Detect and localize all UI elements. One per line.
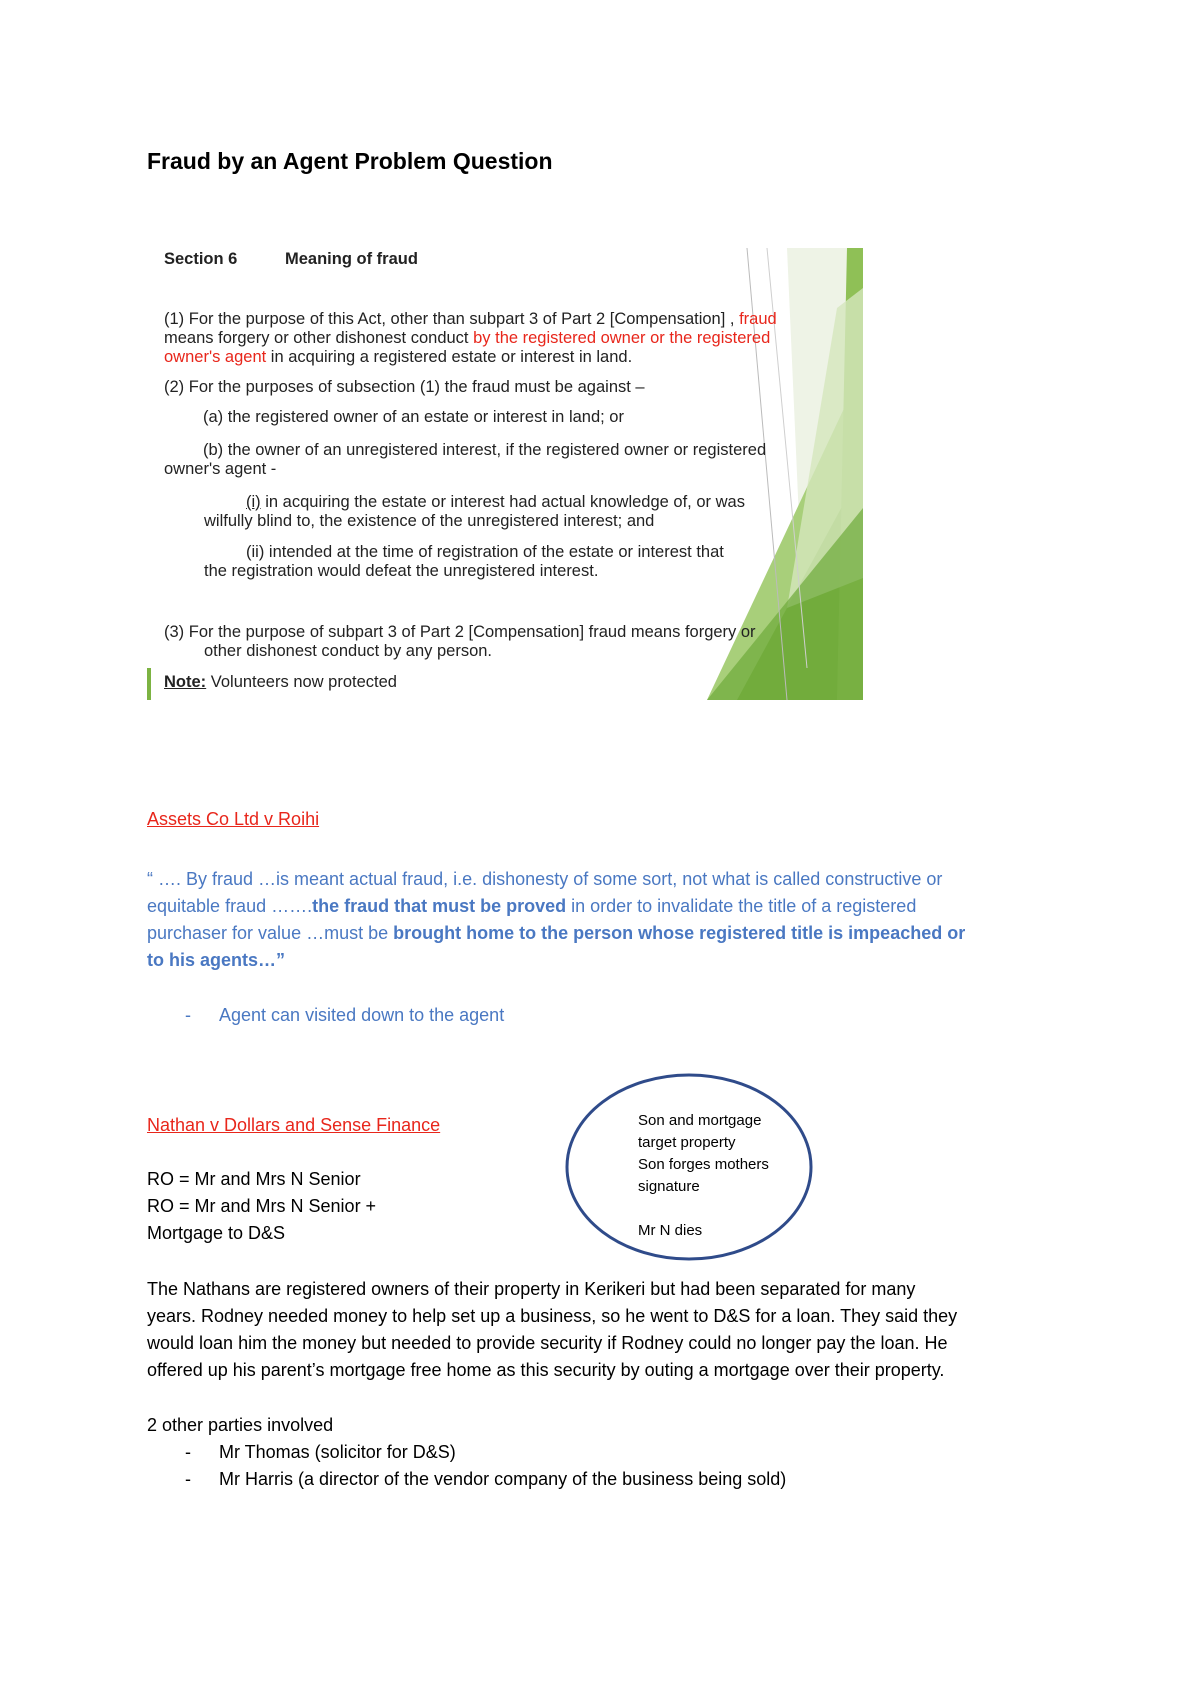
ellipse-note-1: Son and mortgage [638,1112,762,1129]
ellipse-note-3: Son forges mothers [638,1156,769,1173]
document-title: Fraud by an Agent Problem Question [147,148,553,174]
para-line-4: offered up his parent’s mortgage free home as this security by outing a mortgage over their property. [147,1360,945,1380]
quote-line-4: to his agents…” [147,950,286,970]
slide-heading-text: Meaning of fraud [285,250,418,268]
slide-p1-line1: (1) For the purpose of this Act, other than subpart 3 of Part 2 [Compensation] , fraud [164,310,777,328]
quote-line-3: purchaser for value …must be brought home to the person whose registered title is impeached or [147,923,966,943]
slide-p3-line1: (3) For the purpose of subpart 3 of Part 2 [Compensation] fraud means forgery or [164,623,756,641]
slide-p1-line2: means forgery or other dishonest conduct by the registered owner or the registered [164,329,771,347]
bullet-dash: - [185,1005,191,1025]
case-nathan-heading: Nathan v Dollars and Sense Finance [147,1115,441,1135]
party-1-dash: - [185,1442,191,1462]
slide-p2bii-line1: (ii) intended at the time of registration of the estate or interest that [246,543,724,561]
quote-line-1: “ …. By fraud …is meant actual fraud, i.e. dishonesty of some sort, not what is called constructive or [147,869,943,889]
para-line-1: The Nathans are registered owners of their property in Kerikeri but had been separated for many [147,1279,916,1299]
slide-p2bi-line2: wilfully blind to, the existence of the unregistered interest; and [204,512,655,530]
ro-line-1: RO = Mr and Mrs N Senior [147,1169,361,1189]
slide-p1-line3: owner's agent in acquiring a registered estate or interest in land. [164,348,633,366]
slide-p2bii-line2: the registration would defeat the unregistered interest. [204,562,599,580]
ellipse-notes [638,1110,769,1242]
slide-p3-line2: other dishonest conduct by any person. [204,642,493,660]
slide-p2bi-line1: (i) in acquiring the estate or interest had actual knowledge of, or was [246,493,745,511]
ellipse-note-4: signature [638,1178,700,1195]
slide-p2a: (a) the registered owner of an estate or interest in land; or [203,408,624,426]
bullet-agent: Agent can visited down to the agent [219,1005,505,1025]
party-1: Mr Thomas (solicitor for D&S) [219,1442,456,1462]
slide-note: Note: Volunteers now protected [164,673,397,691]
slide-p2: (2) For the purposes of subsection (1) the fraud must be against – [164,378,645,396]
ro-line-2: RO = Mr and Mrs N Senior + [147,1196,377,1216]
party-2-dash: - [185,1469,191,1489]
case-assets-co-heading: Assets Co Ltd v Roihi [147,809,320,829]
ellipse-note-2: target property [638,1134,736,1151]
ellipse-note-5 [638,1198,769,1220]
slide-p2b-line1: (b) the owner of an unregistered interest, if the registered owner or registered [203,441,767,459]
para-line-2: years. Rodney needed money to help set up a business, so he went to D&S for a loan. They said they [147,1306,958,1326]
ellipse-note-6: Mr N dies [638,1222,703,1239]
parties-heading: 2 other parties involved [147,1415,334,1435]
ro-line-3: Mortgage to D&S [147,1223,286,1243]
section-6-slide-image [147,248,863,700]
party-2: Mr Harris (a director of the vendor company of the business being sold) [219,1469,787,1489]
slide-p2b-line2: owner's agent - [164,460,277,478]
slide-heading-number: Section 6 [164,250,238,268]
para-line-3: would loan him the money but needed to provide security if Rodney could no longer pay the loan. He [147,1333,948,1353]
quote-line-2: equitable fraud …….the fraud that must be proved in order to invalidate the title of a registered [147,896,917,916]
